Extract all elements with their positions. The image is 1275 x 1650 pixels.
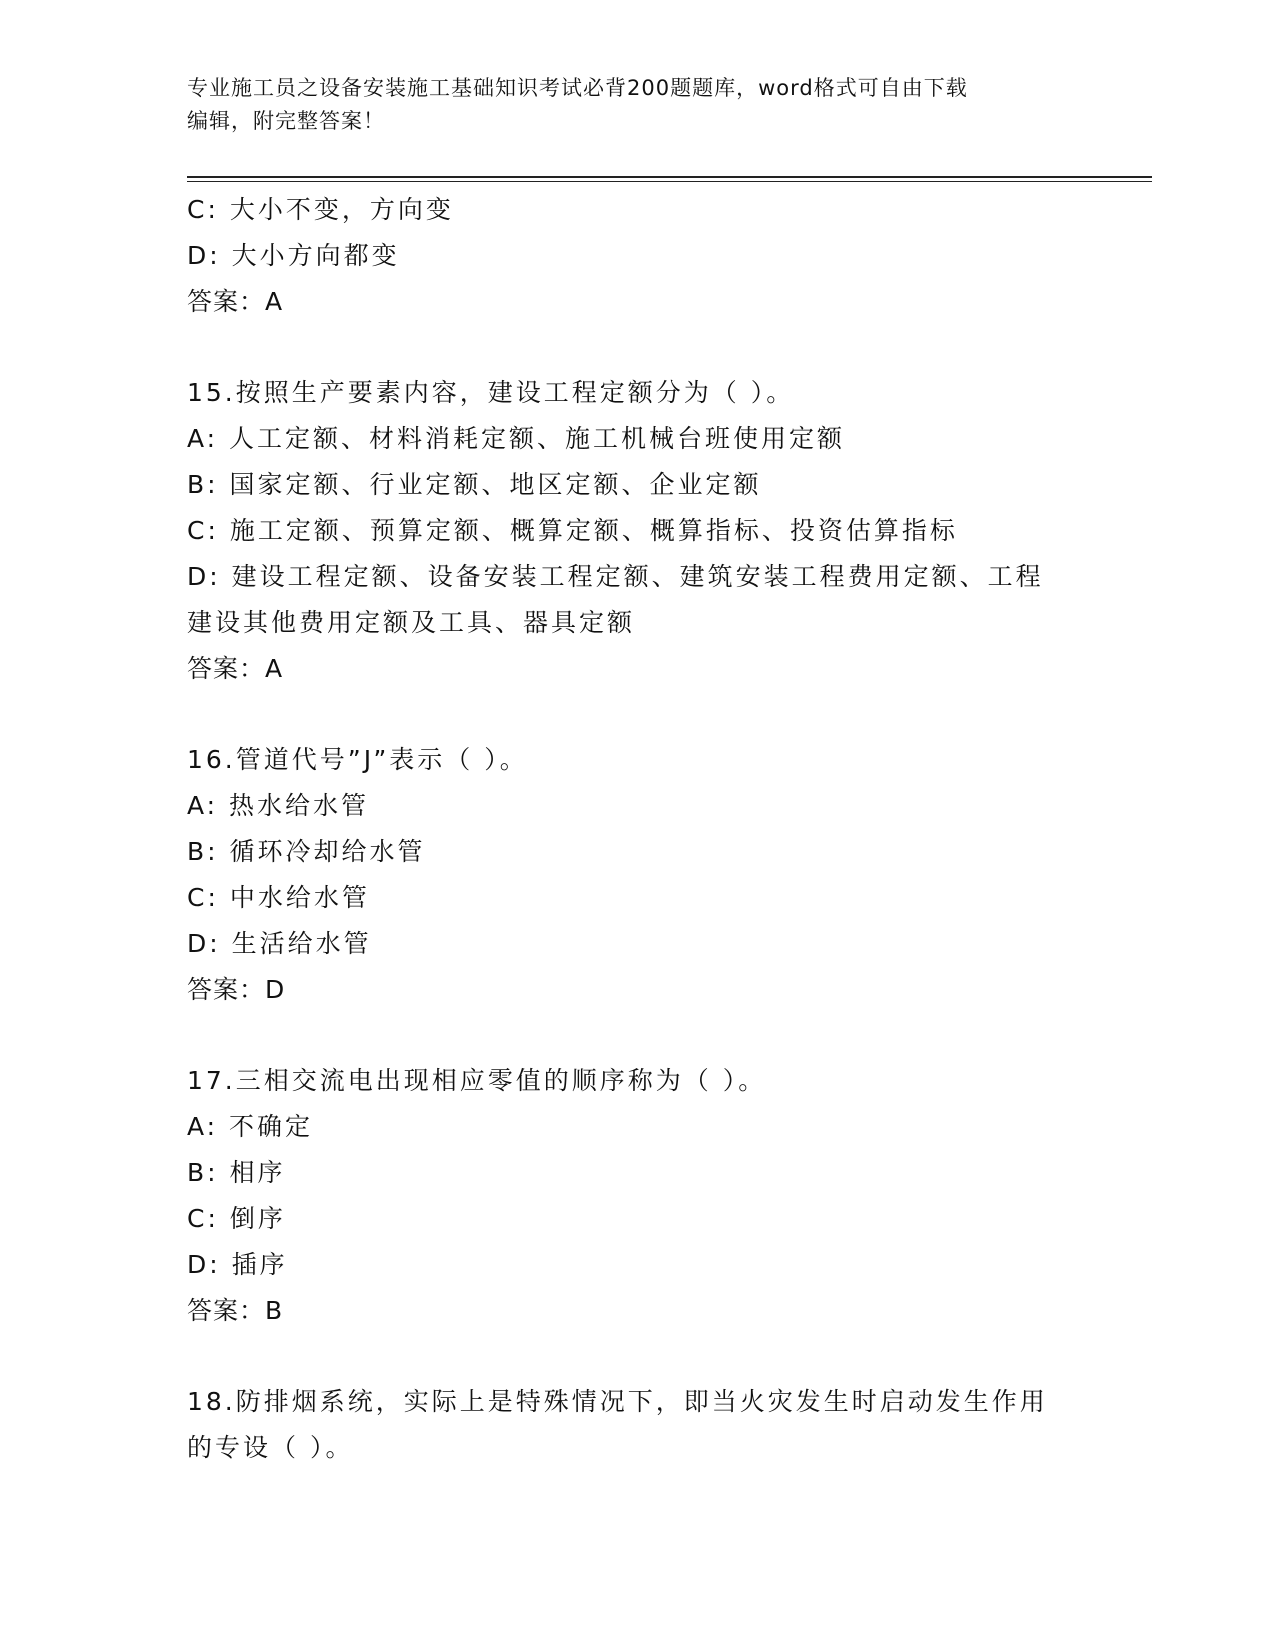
option-b: B: 循环冷却给水管 <box>187 837 426 866</box>
option-a: A: 人工定额、材料消耗定额、施工机械台班使用定额 <box>187 424 846 453</box>
answer: 答案：A <box>187 654 284 683</box>
question-18 <box>187 1379 1087 1471</box>
spacer <box>187 1013 1087 1058</box>
option-c: C: 大小不变，方向变 <box>187 195 454 224</box>
option-d: D: 插序 <box>187 1250 288 1279</box>
answer: 答案：B <box>187 1296 284 1325</box>
option-b: B: 国家定额、行业定额、地区定额、企业定额 <box>187 470 762 499</box>
spacer <box>187 1334 1087 1379</box>
question-list <box>187 187 1087 1471</box>
option-b: B: 相序 <box>187 1158 286 1187</box>
header-divider-top <box>187 176 1152 178</box>
question-stem: 17.三相交流电出现相应零值的顺序称为（ ）。 <box>187 1066 767 1095</box>
option-c: C: 中水给水管 <box>187 883 370 912</box>
question-stem-continued: 的专设（ ）。 <box>187 1433 354 1462</box>
spacer <box>187 325 1087 370</box>
option-a: A: 不确定 <box>187 1112 314 1141</box>
document-header <box>187 72 1067 138</box>
spacer <box>187 692 1087 737</box>
question-stem: 15.按照生产要素内容，建设工程定额分为（ ）。 <box>187 378 795 407</box>
option-c: C: 倒序 <box>187 1204 286 1233</box>
option-d: D: 建设工程定额、设备安装工程定额、建筑安装工程费用定额、工程 <box>187 562 1044 591</box>
option-d-continued: 建设其他费用定额及工具、器具定额 <box>187 608 636 637</box>
option-c: C: 施工定额、预算定额、概算定额、概算指标、投资估算指标 <box>187 516 958 545</box>
question-stem: 16.管道代号”J”表示（ ）。 <box>187 745 528 774</box>
question-16 <box>187 737 1087 1013</box>
question-15 <box>187 370 1087 692</box>
question-14-continuation <box>187 187 1087 325</box>
option-a: A: 热水给水管 <box>187 791 370 820</box>
option-d: D: 生活给水管 <box>187 929 372 958</box>
header-title-line1: 专业施工员之设备安装施工基础知识考试必背200题题库，word格式可自由下载 <box>187 76 968 100</box>
answer: 答案：A <box>187 287 284 316</box>
option-d: D: 大小方向都变 <box>187 241 400 270</box>
question-17 <box>187 1058 1087 1334</box>
answer: 答案：D <box>187 975 286 1004</box>
header-title-line2: 编辑，附完整答案！ <box>187 109 385 133</box>
question-stem: 18.防排烟系统，实际上是特殊情况下，即当火灾发生时启动发生作用 <box>187 1387 1048 1416</box>
header-divider-bottom <box>187 181 1152 182</box>
